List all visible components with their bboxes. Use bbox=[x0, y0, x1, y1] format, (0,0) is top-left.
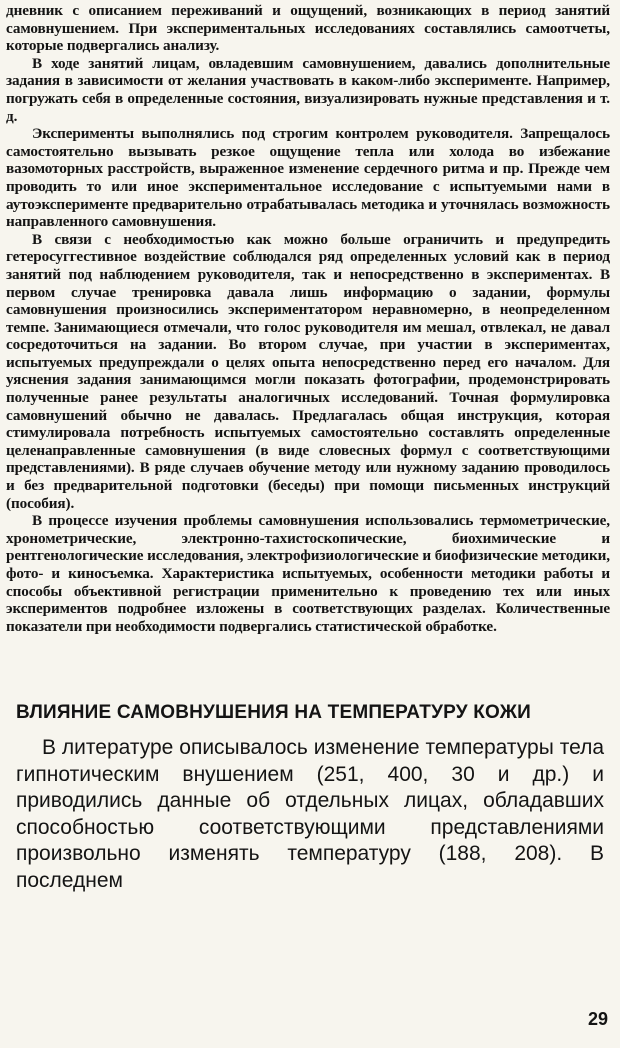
paragraph-2: В ходе занятий лицам, овладевшим самовнушением, давались дополнительные задания в зависимости от желания участвовать в каком-либо эксперименте. Например, погружать себя в определенные состояния, визуализировать нужные представления и т. д. bbox=[6, 54, 610, 125]
paragraph-4: В связи с необходимостью как можно больше ограничить и предупредить гетеросуггестивное воздействие соблюдался ряд определенных условий как в период занятий под наблюдением руководителя, так и непосредственно в экспериментах. В первом случае тренировка давала лишь информацию о задании, формулы самовнушения произносились экспериментатором неравномерно, в неопределенном темпе. Занимающиеся отмечали, что голос руководителя им мешал, отвлекал, не давал сосредоточиться на задании. Во втором случае, при участии в экспериментах, испытуемых предупреждали о целях опыта непосредственно перед его началом. Для уяснения задания занимающимся могли показать фотографии, продемонстрировать полученные ранее результаты аналогичных исследований. Точная формулировка самовнушений обычно не давалась. Предлагалась общая инструкция, которая стимулировала потребность испытуемых самостоятельно составлять определенные целенаправленные самовнушения (в виде словесных формул с соответствующими представлениями). В ряде случаев обучение методу или нужному заданию проводилось и без предварительной подготовки (беседы) при помощи письменных инструкций (пособия). bbox=[6, 230, 610, 512]
section-heading: ВЛИЯНИЕ САМОВНУШЕНИЯ НА ТЕМПЕРАТУРУ КОЖИ bbox=[16, 702, 531, 724]
paragraph-1: дневник с описанием переживаний и ощущений, возникающих в период занятий самовнушением. При экспериментальных исследованиях составлялись самоотчеты, которые подвергались анализу. bbox=[6, 2, 610, 55]
paragraph-3: Эксперименты выполнялись под строгим контролем руководителя. Запрещалось самостоятельно вызывать резкое ощущение тепла или холода во избежание вазомоторных расстройств, выраженное изменение сердечного ритма и пр. Прежде чем проводить то или иное экспериментальное исследование с испытуемыми нами в аутоэксперименте предварительно отрабатывалась методика и уточнялась возможность направленного самовнушения. bbox=[6, 125, 610, 231]
main-text bbox=[6, 2, 610, 635]
paragraph-5: В процессе изучения проблемы самовнушения использовались термометрические, хронометрические, электронно-тахистоскопические, биохимические и рентгенологические исследования, электрофизиологические и биофизические методики, фото- и киносъемка. Характеристика испытуемых, особенности методики работы и способы объективной регистрации применительно к проведению тех или иных экспериментов подробнее изложены в соответствующих разделах. Количественные показатели при необходимости подвергались статистической обработке. bbox=[6, 512, 610, 635]
section-paragraph: В литературе описывалось изменение температуры тела гипнотическим внушением (251, 400, 30 и др.) и приводились данные об отдельных лицах, обладавших способностью соответствующими представлениями произвольно изменять температуру (188, 208). В последнем bbox=[16, 736, 604, 892]
page-number: 29 bbox=[587, 1009, 608, 1029]
section-text bbox=[6, 735, 610, 894]
